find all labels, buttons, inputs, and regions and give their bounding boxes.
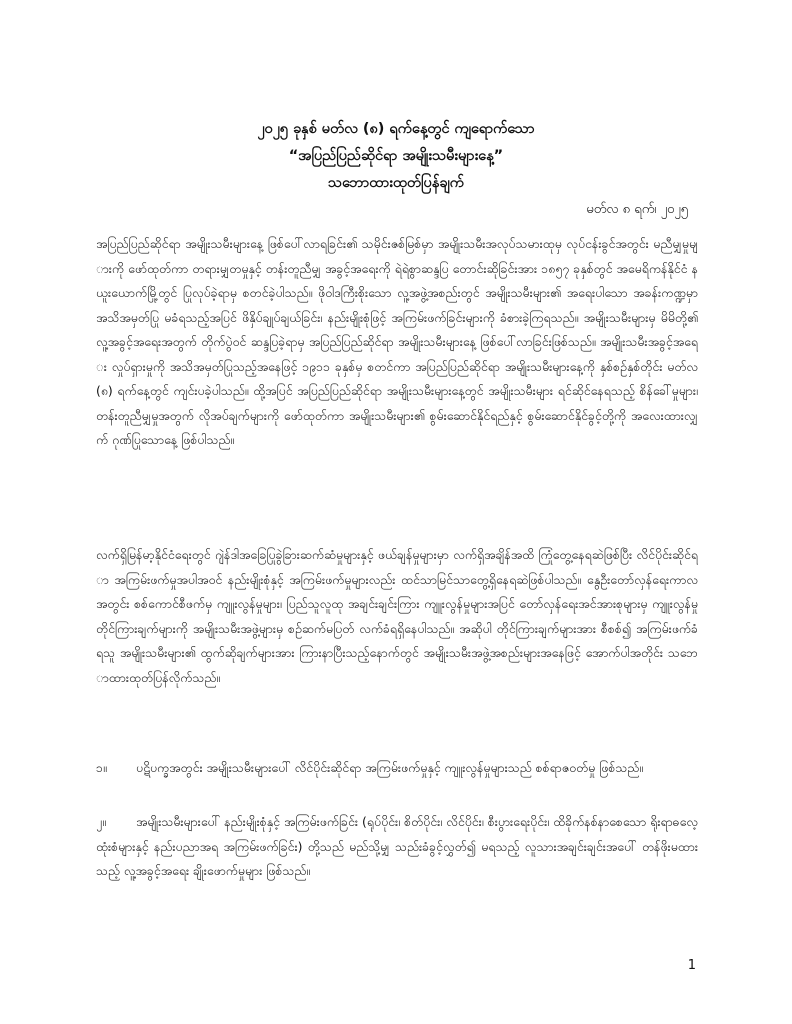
list-item-1 xyxy=(96,756,698,808)
list-item-text: ပဋိပက္ခအတွင်း အမျိုးသမီးများပေါ် လိင်ပိုင်းဆိုင်ရာ အကြမ်းဖက်မှုနှင့် ကျူးလွန်မှုများသည် စစ်ရာဇဝတ်မှု ဖြစ်သည်။ xyxy=(136,760,644,775)
list-item-number: ၁။ xyxy=(96,760,107,775)
list-item-number: ၂။ xyxy=(96,814,106,829)
header-line-1: ၂၀၂၅ ခုနှစ် မတ်လ (၈) ရက်နေ့တွင် ကျရောက်သော xyxy=(257,121,535,137)
list-item-2 xyxy=(96,810,698,888)
document-header xyxy=(96,116,696,197)
header-line-2: “အပြည်ပြည်ဆိုင်ရာ အမျိုးသမီးများနေ့” xyxy=(288,148,504,164)
body-paragraph-1: အပြည်ပြည်ဆိုင်ရာ အမျိုးသမီးများနေ့ ဖြစ်ပေါ်လာရခြင်း၏ သမိုင်းဇစ်မြစ်မှာ အမျိုးသမီးအလုပ်သမားထုမှ လုပ်ငန်းခွင်အတွင်း မညီမျှမှုများကို ဖော်ထုတ်ကာ တရားမျှတမှုနှင့် တန်းတူညီမျှ အခွင့်အရေးကို ရဲရဲစွာဆန္ဒပြ တောင်းဆိုခြင်းအား ၁၈၅၇ ခုနှစ်တွင် အမေရိကန်နိုင်ငံ နယူးယောက်မြို့တွင် ပြုလုပ်ခဲ့ရာမှ စတင်ခဲ့ပါသည်။ ဖိုဝါဒကြီးစိုးသော လူ့အဖွဲ့အစည်းတွင် အမျိုးသမီးများ၏ အရေးပါသော အခန်းကဏ္ဍမှာ အသိအမှတ်ပြု မခံရသည့်အပြင် ဖိနှိပ်ချုပ်ချယ်ခြင်း၊ နည်းမျိုးစုံဖြင့် အကြမ်းဖက်ခြင်းများကို ခံစားခဲ့ကြရသည်။ အမျိုးသမီးများမှ မိမိတို့၏ လူ့အခွင့်အရေးအတွက် တိုက်ပွဲဝင် ဆန္ဒပြခဲ့ရာမှ အပြည်ပြည်ဆိုင်ရာ အမျိုးသမီးများနေ့ ဖြစ်ပေါ်လာခြင်းဖြစ်သည်။ အမျိုးသမီးအခွင့်အရေး လှုပ်ရှားမှုကို အသိအမှတ်ပြုသည့်အနေဖြင့် ၁၉၁၁ ခုနှစ်မှ စတင်ကာ အပြည်ပြည်ဆိုင်ရာ အမျိုးသမီးများနေ့ကို နှစ်စဉ်နှစ်တိုင်း မတ်လ (၈) ရက်နေ့တွင် ကျင်းပခဲ့ပါသည်။ ထို့အပြင် အပြည်ပြည်ဆိုင်ရာ အမျိုးသမီးများနေ့တွင် အမျိုးသမီးများ ရင်ဆိုင်နေရသည့် စိန်ခေါ်မှုများ၊ တန်းတူညီမျှမှုအတွက် လိုအပ်ချက်များကို ဖော်ထုတ်ကာ အမျိုးသမီးများ၏ စွမ်းဆောင်နိုင်ရည်နှင့် စွမ်းဆောင်နိုင်ခွင့်တို့ကို အလေးထားလျှက် ဂုဏ်ပြုသောနေ့ ဖြစ်ပါသည်။ xyxy=(96,236,698,447)
document-date: မတ်လ ၈ ရက်၊ ၂၀၂၅ xyxy=(586,202,688,217)
list-item-text: အမျိုးသမီးများပေါ် နည်းမျိုးစုံနှင့် အကြမ်းဖက်ခြင်း (ရုပ်ပိုင်း၊ စိတ်ပိုင်း၊ လိင်ပိုင်း၊ စီးပွားရေးပိုင်း၊ ထိခိုက်နစ်နာစေသော ရိုးရာဓလေ့ထုံးစံများနှင့် နည်းပညာအရ အကြမ်းဖက်ခြင်း) တို့သည် မည်သို့မျှ သည်းခံခွင့်လွှတ်၍ မရသည့် လူသားအချင်းချင်းအပေါ် တန်ဖိုးမထားသည့် လူ့အခွင့်အရေး ချိုးဖောက်မှုများ ဖြစ်သည်။ xyxy=(96,814,698,878)
page-number: 1 xyxy=(687,958,696,973)
header-line-3: သဘောထားထုတ်ပြန်ချက် xyxy=(328,175,464,191)
body-paragraph-2: လက်ရှိမြန်မာ့နိုင်ငံရေးတွင် ဂျဲန်ဒါအခြေပြုခွဲခြားဆက်ဆံမှုများနှင့် ဖယ်ချန်မှုများမှာ လက်ရှိအချိန်အထိ ကြုံတွေ့နေရဆဲဖြစ်ပြီး လိင်ပိုင်းဆိုင်ရာ အကြမ်းဖက်မှုအပါအဝင် နည်းမျိုးစုံနှင့် အကြမ်းဖက်မှုများလည်း ထင်သာမြင်သာတွေ့ရှိနေရဆဲဖြစ်ပါသည်။ နွေဦးတော်လှန်ရေးကာလအတွင်း စစ်ကောင်စီဖက်မှ ကျူးလွန်မှုများ၊ ပြည်သူလူထု အချင်းချင်းကြား ကျူးလွန်မှုများအပြင် တော်လှန်ရေးအင်အားစုများမှ ကျူးလွန်မှု တိုင်ကြားချက်များကို အမျိုးသမီးအဖွဲ့များမှ စဉ်ဆက်မပြတ် လက်ခံရရှိနေပါသည်။ အဆိုပါ တိုင်ကြားချက်များအား စီစစ်၍ အကြမ်းဖက်ခံရသူ အမျိုးသမီးများ၏ ထွက်ဆိုချက်များအား ကြားနာပြီးသည့်နောက်တွင် အမျိုးသမီးအဖွဲ့အစည်းများအနေဖြင့် အောက်ပါအတိုင်း သဘောထားထုတ်ပြန်လိုက်သည်။ xyxy=(96,547,698,685)
